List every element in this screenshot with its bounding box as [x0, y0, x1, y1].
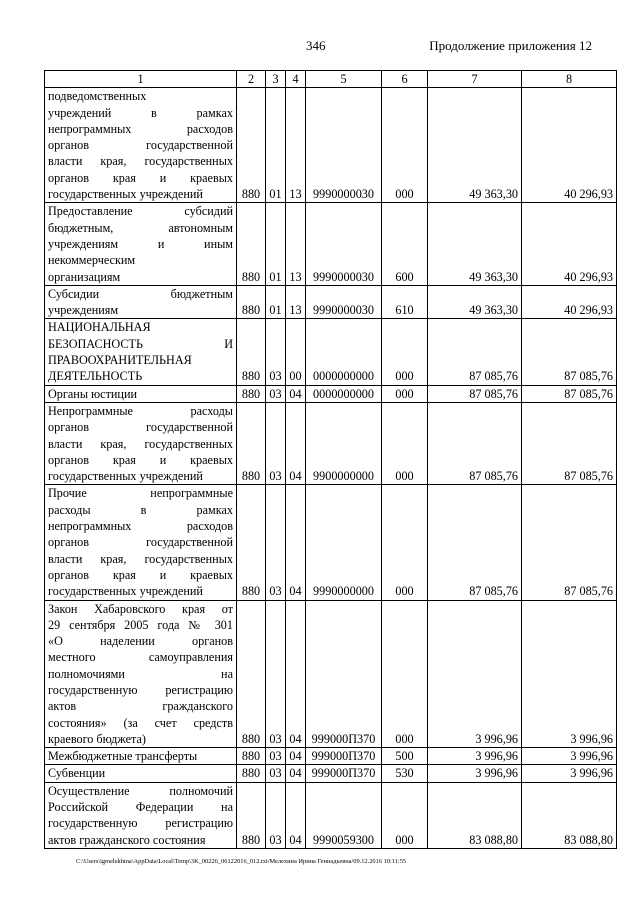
row-name: [45, 319, 237, 385]
row-name-line: Непрограммные расходы: [48, 403, 233, 418]
page-number: 346: [306, 38, 326, 53]
target-item-code: 999000П370: [306, 765, 382, 782]
row-name-line: бюджетным, автономным: [48, 220, 233, 235]
target-item-code: 999000П370: [306, 748, 382, 765]
expense-type-code: 500: [382, 748, 428, 765]
row-name: [45, 782, 237, 848]
sum-year-1: 49 363,30: [428, 285, 522, 319]
sum-year-1: 49 363,30: [428, 88, 522, 203]
row-name-line: Межбюджетные трансферты: [48, 749, 198, 764]
expense-type-code: 000: [382, 319, 428, 385]
row-name-line: непрограммных расходов: [48, 519, 233, 534]
section-code: 01: [266, 88, 286, 203]
section-code: 03: [266, 402, 286, 484]
sum-year-2: 40 296,93: [522, 88, 617, 203]
sum-year-1: 3 996,96: [428, 748, 522, 765]
column-header-7: 7: [428, 71, 522, 88]
target-item-code: 9990000030: [306, 203, 382, 285]
subsection-code: 13: [286, 88, 306, 203]
row-name-line: государственную регистрацию: [48, 816, 233, 831]
row-name-line: власти края, государственных: [48, 551, 233, 566]
row-name-line: государственную регистрацию: [48, 682, 233, 697]
ved-code: 880: [237, 748, 266, 765]
row-name-line: актов гражданского состояния: [48, 832, 206, 847]
row-name-line: государственных учреждений: [48, 469, 203, 484]
row-name-line: власти края, государственных: [48, 154, 233, 169]
row-name-line: учреждениям: [48, 303, 119, 318]
sum-year-1: 87 085,76: [428, 485, 522, 600]
column-header-4: 4: [286, 71, 306, 88]
file-path-footer: C:\Users\igmelekhina\AppData\Local\Temp\3K_00226_06122016_012.txt/Мелехина Ирина Геннадьевна/09.12.2016 10:11:55: [76, 858, 407, 865]
row-name-line: органов края и краевых: [48, 170, 233, 185]
sum-year-2: 3 996,96: [522, 600, 617, 748]
sum-year-2: 3 996,96: [522, 748, 617, 765]
row-name: [45, 285, 237, 319]
column-header-6: 6: [382, 71, 428, 88]
column-header-8: 8: [522, 71, 617, 88]
ved-code: 880: [237, 88, 266, 203]
section-code: 01: [266, 203, 286, 285]
section-code: 03: [266, 765, 286, 782]
section-code: 03: [266, 385, 286, 402]
ved-code: 880: [237, 485, 266, 600]
target-item-code: 9990000030: [306, 88, 382, 203]
row-name-line: НАЦИОНАЛЬНАЯ: [48, 320, 151, 335]
budget-table: [44, 70, 617, 849]
sum-year-2: 40 296,93: [522, 285, 617, 319]
row-name-line: Прочие непрограммные: [48, 486, 233, 501]
section-code: 03: [266, 319, 286, 385]
row-name-line: органов государственной: [48, 420, 233, 435]
target-item-code: 9990059300: [306, 782, 382, 848]
sum-year-2: 87 085,76: [522, 485, 617, 600]
subsection-code: 13: [286, 203, 306, 285]
sum-year-2: 3 996,96: [522, 765, 617, 782]
target-item-code: 999000П370: [306, 600, 382, 748]
subsection-code: 04: [286, 485, 306, 600]
target-item-code: 9990000030: [306, 285, 382, 319]
row-name-line: 29 сентября 2005 года № 301: [48, 617, 233, 632]
ved-code: 880: [237, 319, 266, 385]
sum-year-1: 87 085,76: [428, 402, 522, 484]
expense-type-code: 000: [382, 485, 428, 600]
row-name-line: организациям: [48, 269, 121, 284]
row-name-line: органов края и краевых: [48, 567, 233, 582]
row-name: [45, 203, 237, 285]
section-code: 03: [266, 600, 286, 748]
ved-code: 880: [237, 765, 266, 782]
row-name-line: Субвенции: [48, 766, 106, 781]
row-name-line: состояния» (за счет средств: [48, 715, 233, 730]
row-name: [45, 748, 237, 765]
row-name-line: государственных учреждений: [48, 187, 203, 202]
expense-type-code: 600: [382, 203, 428, 285]
table-row: [45, 485, 617, 600]
subsection-code: 04: [286, 765, 306, 782]
sum-year-1: 87 085,76: [428, 385, 522, 402]
row-name-line: ДЕЯТЕЛЬНОСТЬ: [48, 369, 143, 384]
continuation-label: Продолжение приложения 12: [429, 38, 592, 53]
row-name-line: БЕЗОПАСНОСТЬ И: [48, 336, 233, 351]
row-name-line: учреждений в рамках: [48, 105, 233, 120]
page-header: [44, 38, 616, 58]
sum-year-2: 87 085,76: [522, 319, 617, 385]
table-row: [45, 402, 617, 484]
table-body: [45, 88, 617, 849]
subsection-code: 04: [286, 385, 306, 402]
target-item-code: 9990000000: [306, 485, 382, 600]
table-row: [45, 748, 617, 765]
expense-type-code: 000: [382, 402, 428, 484]
row-name-line: Российской Федерации на: [48, 800, 233, 815]
sum-year-1: 49 363,30: [428, 203, 522, 285]
expense-type-code: 000: [382, 88, 428, 203]
column-header-2: 2: [237, 71, 266, 88]
ved-code: 880: [237, 203, 266, 285]
row-name-line: Предоставление субсидий: [48, 204, 233, 219]
section-code: 03: [266, 782, 286, 848]
expense-type-code: 000: [382, 385, 428, 402]
column-header-row: [45, 71, 617, 88]
column-header-1: 1: [45, 71, 237, 88]
section-code: 03: [266, 748, 286, 765]
sum-year-2: 40 296,93: [522, 203, 617, 285]
table-row: [45, 319, 617, 385]
row-name-line: учреждениям и иным: [48, 236, 233, 251]
subsection-code: 04: [286, 748, 306, 765]
expense-type-code: 000: [382, 600, 428, 748]
table-row: [45, 88, 617, 203]
row-name-line: «О наделении органов: [48, 634, 233, 649]
row-name: [45, 402, 237, 484]
row-name: [45, 385, 237, 402]
ved-code: 880: [237, 385, 266, 402]
row-name-line: Осуществление полномочий: [48, 783, 233, 798]
ved-code: 880: [237, 600, 266, 748]
ved-code: 880: [237, 782, 266, 848]
target-item-code: 0000000000: [306, 385, 382, 402]
row-name-line: ПРАВООХРАНИТЕЛЬНАЯ: [48, 353, 192, 368]
table-row: [45, 600, 617, 748]
ved-code: 880: [237, 285, 266, 319]
sum-year-2: 87 085,76: [522, 402, 617, 484]
row-name: [45, 600, 237, 748]
row-name-line: подведомственных: [48, 89, 147, 104]
sum-year-1: 3 996,96: [428, 765, 522, 782]
row-name: [45, 485, 237, 600]
sum-year-2: 87 085,76: [522, 385, 617, 402]
column-header-5: 5: [306, 71, 382, 88]
row-name-line: Органы юстиции: [48, 386, 137, 401]
target-item-code: 9900000000: [306, 402, 382, 484]
row-name-line: государственных учреждений: [48, 584, 203, 599]
row-name-line: органов края и краевых: [48, 452, 233, 467]
table-row: [45, 765, 617, 782]
row-name-line: расходы в рамках: [48, 502, 233, 517]
ved-code: 880: [237, 402, 266, 484]
sum-year-1: 83 088,80: [428, 782, 522, 848]
row-name-line: краевого бюджета): [48, 731, 146, 746]
expense-type-code: 610: [382, 285, 428, 319]
row-name-line: власти края, государственных: [48, 436, 233, 451]
subsection-code: 04: [286, 782, 306, 848]
sum-year-1: 3 996,96: [428, 600, 522, 748]
row-name: [45, 765, 237, 782]
column-header-3: 3: [266, 71, 286, 88]
expense-type-code: 000: [382, 782, 428, 848]
row-name-line: актов гражданского: [48, 699, 233, 714]
row-name-line: Субсидии бюджетным: [48, 286, 233, 301]
table-row: [45, 203, 617, 285]
section-code: 01: [266, 285, 286, 319]
row-name: [45, 88, 237, 203]
row-name-line: местного самоуправления: [48, 650, 233, 665]
subsection-code: 00: [286, 319, 306, 385]
target-item-code: 0000000000: [306, 319, 382, 385]
table-row: [45, 782, 617, 848]
row-name-line: Закон Хабаровского края от: [48, 601, 233, 616]
expense-type-code: 530: [382, 765, 428, 782]
row-name-line: непрограммных расходов: [48, 121, 233, 136]
row-name-line: полномочиями на: [48, 666, 233, 681]
table-row: [45, 285, 617, 319]
subsection-code: 04: [286, 402, 306, 484]
subsection-code: 04: [286, 600, 306, 748]
row-name-line: органов государственной: [48, 535, 233, 550]
row-name-line: органов государственной: [48, 138, 233, 153]
sum-year-1: 87 085,76: [428, 319, 522, 385]
table-row: [45, 385, 617, 402]
sum-year-2: 83 088,80: [522, 782, 617, 848]
subsection-code: 13: [286, 285, 306, 319]
section-code: 03: [266, 485, 286, 600]
row-name-line: некоммерческим: [48, 253, 136, 268]
